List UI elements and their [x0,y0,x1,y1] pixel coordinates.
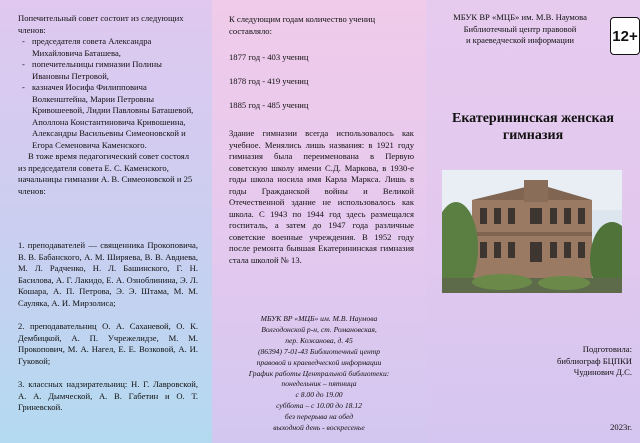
contacts-block [224,314,414,434]
entrance [530,242,542,262]
publication-year: 2023г. [610,422,632,432]
year-1877: 1877 год - 403 учениц [229,52,309,62]
window [494,242,501,258]
contact-line: без перерыва на обед [284,412,354,422]
window [578,242,585,258]
staff-intro: В тоже время педагогический совет состоял из председателя совета Е. С. Каменского, начальницы гимназии А. В. Симеоновской и 25 членов: [18,151,193,196]
prepared-line: Чудинович Д.С. [573,367,632,377]
window [480,208,487,224]
council-intro: Попечительный совет состоит из следующих членов: [18,13,184,35]
bushes [472,274,532,290]
contact-line: МБУК ВР «МЦБ» им. М.В. Наумова [260,314,378,323]
tower [524,180,548,202]
window [564,242,571,258]
list-item: 2. преподавательниц О. А. Саханевой, О. К. Дембицкой, А. П. Учрежелидзе, М. М. Прокопович, М. А. Нагел, Е. Е. Возковой, А. И. Гуковой; [18,321,198,366]
list-item: - казначея Иосифа Филипповича Волкенштейна, Марии Петровны Кривошеевой, Лидии Павловны Баташевой, Аполлона Константиновича Кривошеина, Александры Васильевны Симеоновской и Егора Семеновича Каменского. [18,82,198,151]
right-panel [426,0,640,443]
contact-line: правовой и краеведческой информации [256,357,382,367]
cornice [472,232,592,236]
window [508,208,515,224]
contact-line: суббота – с 10.00 до 18.12 [276,401,362,411]
prepared-line: библиограф БЦПКИ [557,355,632,366]
org-header [432,12,608,47]
ground [442,278,622,293]
prepared-by [526,344,632,379]
contact-line: понедельник – пятница [281,379,357,389]
title-line: гимназия [502,128,564,143]
contact-line: (86394) 7-01-43 Библиотечный центр [257,346,381,356]
contact-line: с 8.00 до 19.00 [295,390,343,400]
history-text: Здание гимназии всегда использовалось как учебное. Менялись лишь названия: в 1921 году гимназия была переименована в Первую советскую школу имени С.Д. Маркова, в 1930-е годы школа носила имя Карла Маркса. Лишь в годы Гражданской войны и Великой Отечественной здание не использовалось как школа. С 1943 по 1944 год здесь размещался госпиталь, а затем до 1947 года различные советские военные учреждения. В 1952 году после ремонта бывшая Екатерининская гимназия стала школой № 13. [229,128,414,265]
org-line: Библиотечный центр правовой [463,23,577,34]
window [578,208,585,224]
window [530,208,542,224]
year-1885: 1885 год - 485 учениц [229,100,309,110]
list-item: 1. преподавателей — священника Прокоповича, В. В. Бабанского, А. М. Ширяева, В. В. Авдиева, М. Л. Радченко, Н. Л. Башинского, Г. Н. Басилова, А. Г. Лакидо, Е. А. Озноблинина, Э. Л. Кошара, А. П. Петрова, Э. Э. Штама, М. М. Сауляка, А. И. Мирзолиса; [18,240,198,308]
prepared-line: Подготовила: [582,344,632,354]
students-intro: К следующим годам количество учениц составляло: [229,14,376,36]
window [550,242,557,258]
list-item: 3. классных надзирательниц: Н. Г. Лавровской, А. А. Дымческой, А. В. Габетин и О. Т. Гриневской. [18,379,198,412]
council-members-list [18,36,198,151]
page-title [426,110,640,144]
gymnasium-building-photo [442,170,622,293]
left-panel [0,0,212,443]
window [480,242,487,258]
staff-groups [18,240,198,414]
middle-panel [212,0,426,443]
contact-line: выходной день - воскресенье [273,423,365,433]
window [550,208,557,224]
window [564,208,571,224]
list-item: - попечительницы гимназии Полины Ивановны Петровой, [18,59,198,82]
age-rating-badge: 12+ [610,17,640,55]
title-line: Екатерининская женская [451,111,614,126]
bushes [538,276,590,290]
org-line: МБУК ВР «МЦБ» им. М.В. Наумова [453,12,587,22]
org-line: и краеведческой информации [465,35,575,45]
council-text [18,13,198,197]
window [508,242,515,258]
contact-line: пер. Кожанова, д. 45 [285,335,353,345]
contact-line: Волгодонской р-н, ст. Романовская, [261,324,377,334]
contact-line: График работы Центральной библиотеки: [248,368,390,378]
year-1878: 1878 год - 419 учениц [229,76,309,86]
list-item: - председателя совета Александра Михайловича Баташева, [18,36,198,59]
window [494,208,501,224]
